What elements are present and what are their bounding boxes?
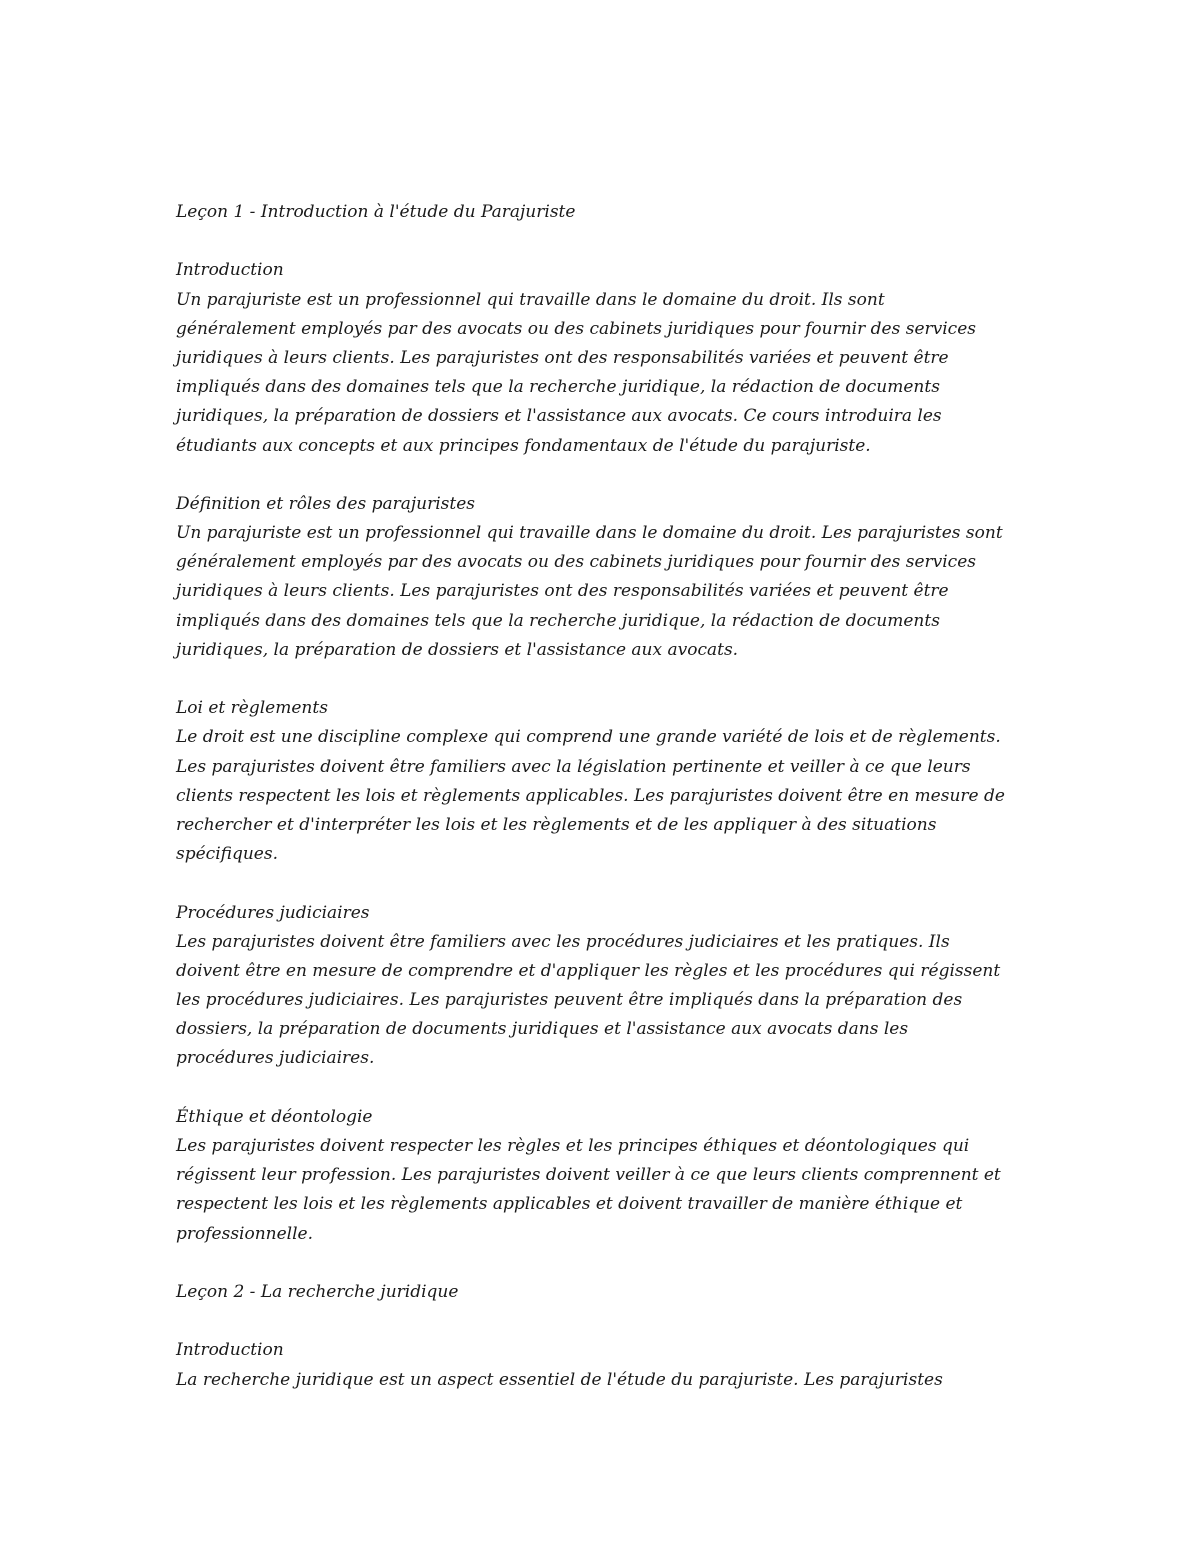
paragraph-line: impliqués dans des domaines tels que la recherche juridique, la rédaction de documents xyxy=(176,610,940,631)
paragraph-line: Le droit est une discipline complexe qui comprend une grande variété de lois et de règlements. xyxy=(176,727,1001,748)
paragraph-line: Un parajuriste est un professionnel qui travaille dans le domaine du droit. Ils sont xyxy=(176,289,885,310)
paragraph-line: doivent être en mesure de comprendre et d'appliquer les règles et les procédures qui régissent xyxy=(176,960,1001,981)
section-definition xyxy=(176,490,1046,665)
paragraph-line: La recherche juridique est un aspect essentiel de l'étude du parajuriste. Les parajuristes xyxy=(176,1369,943,1390)
spacer xyxy=(176,1307,1046,1336)
spacer xyxy=(176,227,1046,256)
paragraph-line: régissent leur profession. Les parajuristes doivent veiller à ce que leurs clients comprennent et xyxy=(176,1165,1001,1186)
spacer xyxy=(176,1249,1046,1278)
spacer xyxy=(176,665,1046,694)
paragraph-line: Les parajuristes doivent être familiers avec la législation pertinente et veiller à ce que leurs xyxy=(176,756,971,777)
lesson-1-title: Leçon 1 - Introduction à l'étude du Parajuriste xyxy=(176,202,576,222)
paragraph-line: juridiques, la préparation de dossiers et l'assistance aux avocats. xyxy=(176,639,739,660)
section-introduction xyxy=(176,256,1046,460)
paragraph-line: juridiques à leurs clients. Les parajuristes ont des responsabilités variées et peuvent être xyxy=(176,347,949,368)
spacer xyxy=(176,869,1046,898)
lesson-2-title: Leçon 2 - La recherche juridique xyxy=(176,1281,459,1302)
paragraph-line: professionnelle. xyxy=(176,1223,314,1244)
paragraph-line: clients respectent les lois et règlements applicables. Les parajuristes doivent être en mesure de xyxy=(176,785,1005,806)
section-heading-lois: Loi et règlements xyxy=(176,698,328,719)
section-heading-ethique: Éthique et déontologie xyxy=(176,1106,373,1127)
paragraph-line: étudiants aux concepts et aux principes fondamentaux de l'étude du parajuriste. xyxy=(176,435,871,456)
paragraph-line: dossiers, la préparation de documents juridiques et l'assistance aux avocats dans les xyxy=(176,1019,909,1040)
paragraph-line: spécifiques. xyxy=(176,844,278,865)
paragraph-line: procédures judiciaires. xyxy=(176,1048,375,1069)
paragraph-line: impliqués dans des domaines tels que la recherche juridique, la rédaction de documents xyxy=(176,377,940,398)
spacer xyxy=(176,1074,1046,1103)
paragraph-line: généralement employés par des avocats ou des cabinets juridiques pour fournir des services xyxy=(176,318,976,339)
paragraph-line: généralement employés par des avocats ou des cabinets juridiques pour fournir des services xyxy=(176,552,976,573)
paragraph-line: juridiques, la préparation de dossiers et l'assistance aux avocats. Ce cours introduira les xyxy=(176,406,942,427)
paragraph-line: les procédures judiciaires. Les parajuristes peuvent être impliqués dans la préparation des xyxy=(176,990,963,1011)
paragraph-line: Les parajuristes doivent être familiers avec les procédures judiciaires et les pratiques. Ils xyxy=(176,931,950,952)
section-heading-definition: Définition et rôles des parajuristes xyxy=(176,493,476,514)
section-heading-introduction: Introduction xyxy=(176,260,284,281)
section-ethique xyxy=(176,1103,1046,1249)
document-body xyxy=(176,198,1046,1395)
section-heading-procedures: Procédures judiciaires xyxy=(176,902,370,923)
spacer xyxy=(176,461,1046,490)
paragraph-line: rechercher et d'interpréter les lois et les règlements et de les appliquer à des situations xyxy=(176,814,937,835)
section-procedures xyxy=(176,899,1046,1074)
section-heading-introduction: Introduction xyxy=(176,1340,284,1361)
paragraph-line: Les parajuristes doivent respecter les règles et les principes éthiques et déontologiques qui xyxy=(176,1136,970,1156)
section-lois xyxy=(176,694,1046,869)
paragraph-line: juridiques à leurs clients. Les parajuristes ont des responsabilités variées et peuvent être xyxy=(176,581,949,602)
section-lesson-2-introduction xyxy=(176,1336,1046,1394)
paragraph-line: respectent les lois et les règlements applicables et doivent travailler de manière éthique et xyxy=(176,1194,963,1215)
paragraph-line: Un parajuriste est un professionnel qui travaille dans le domaine du droit. Les parajuristes sont xyxy=(176,523,1003,544)
